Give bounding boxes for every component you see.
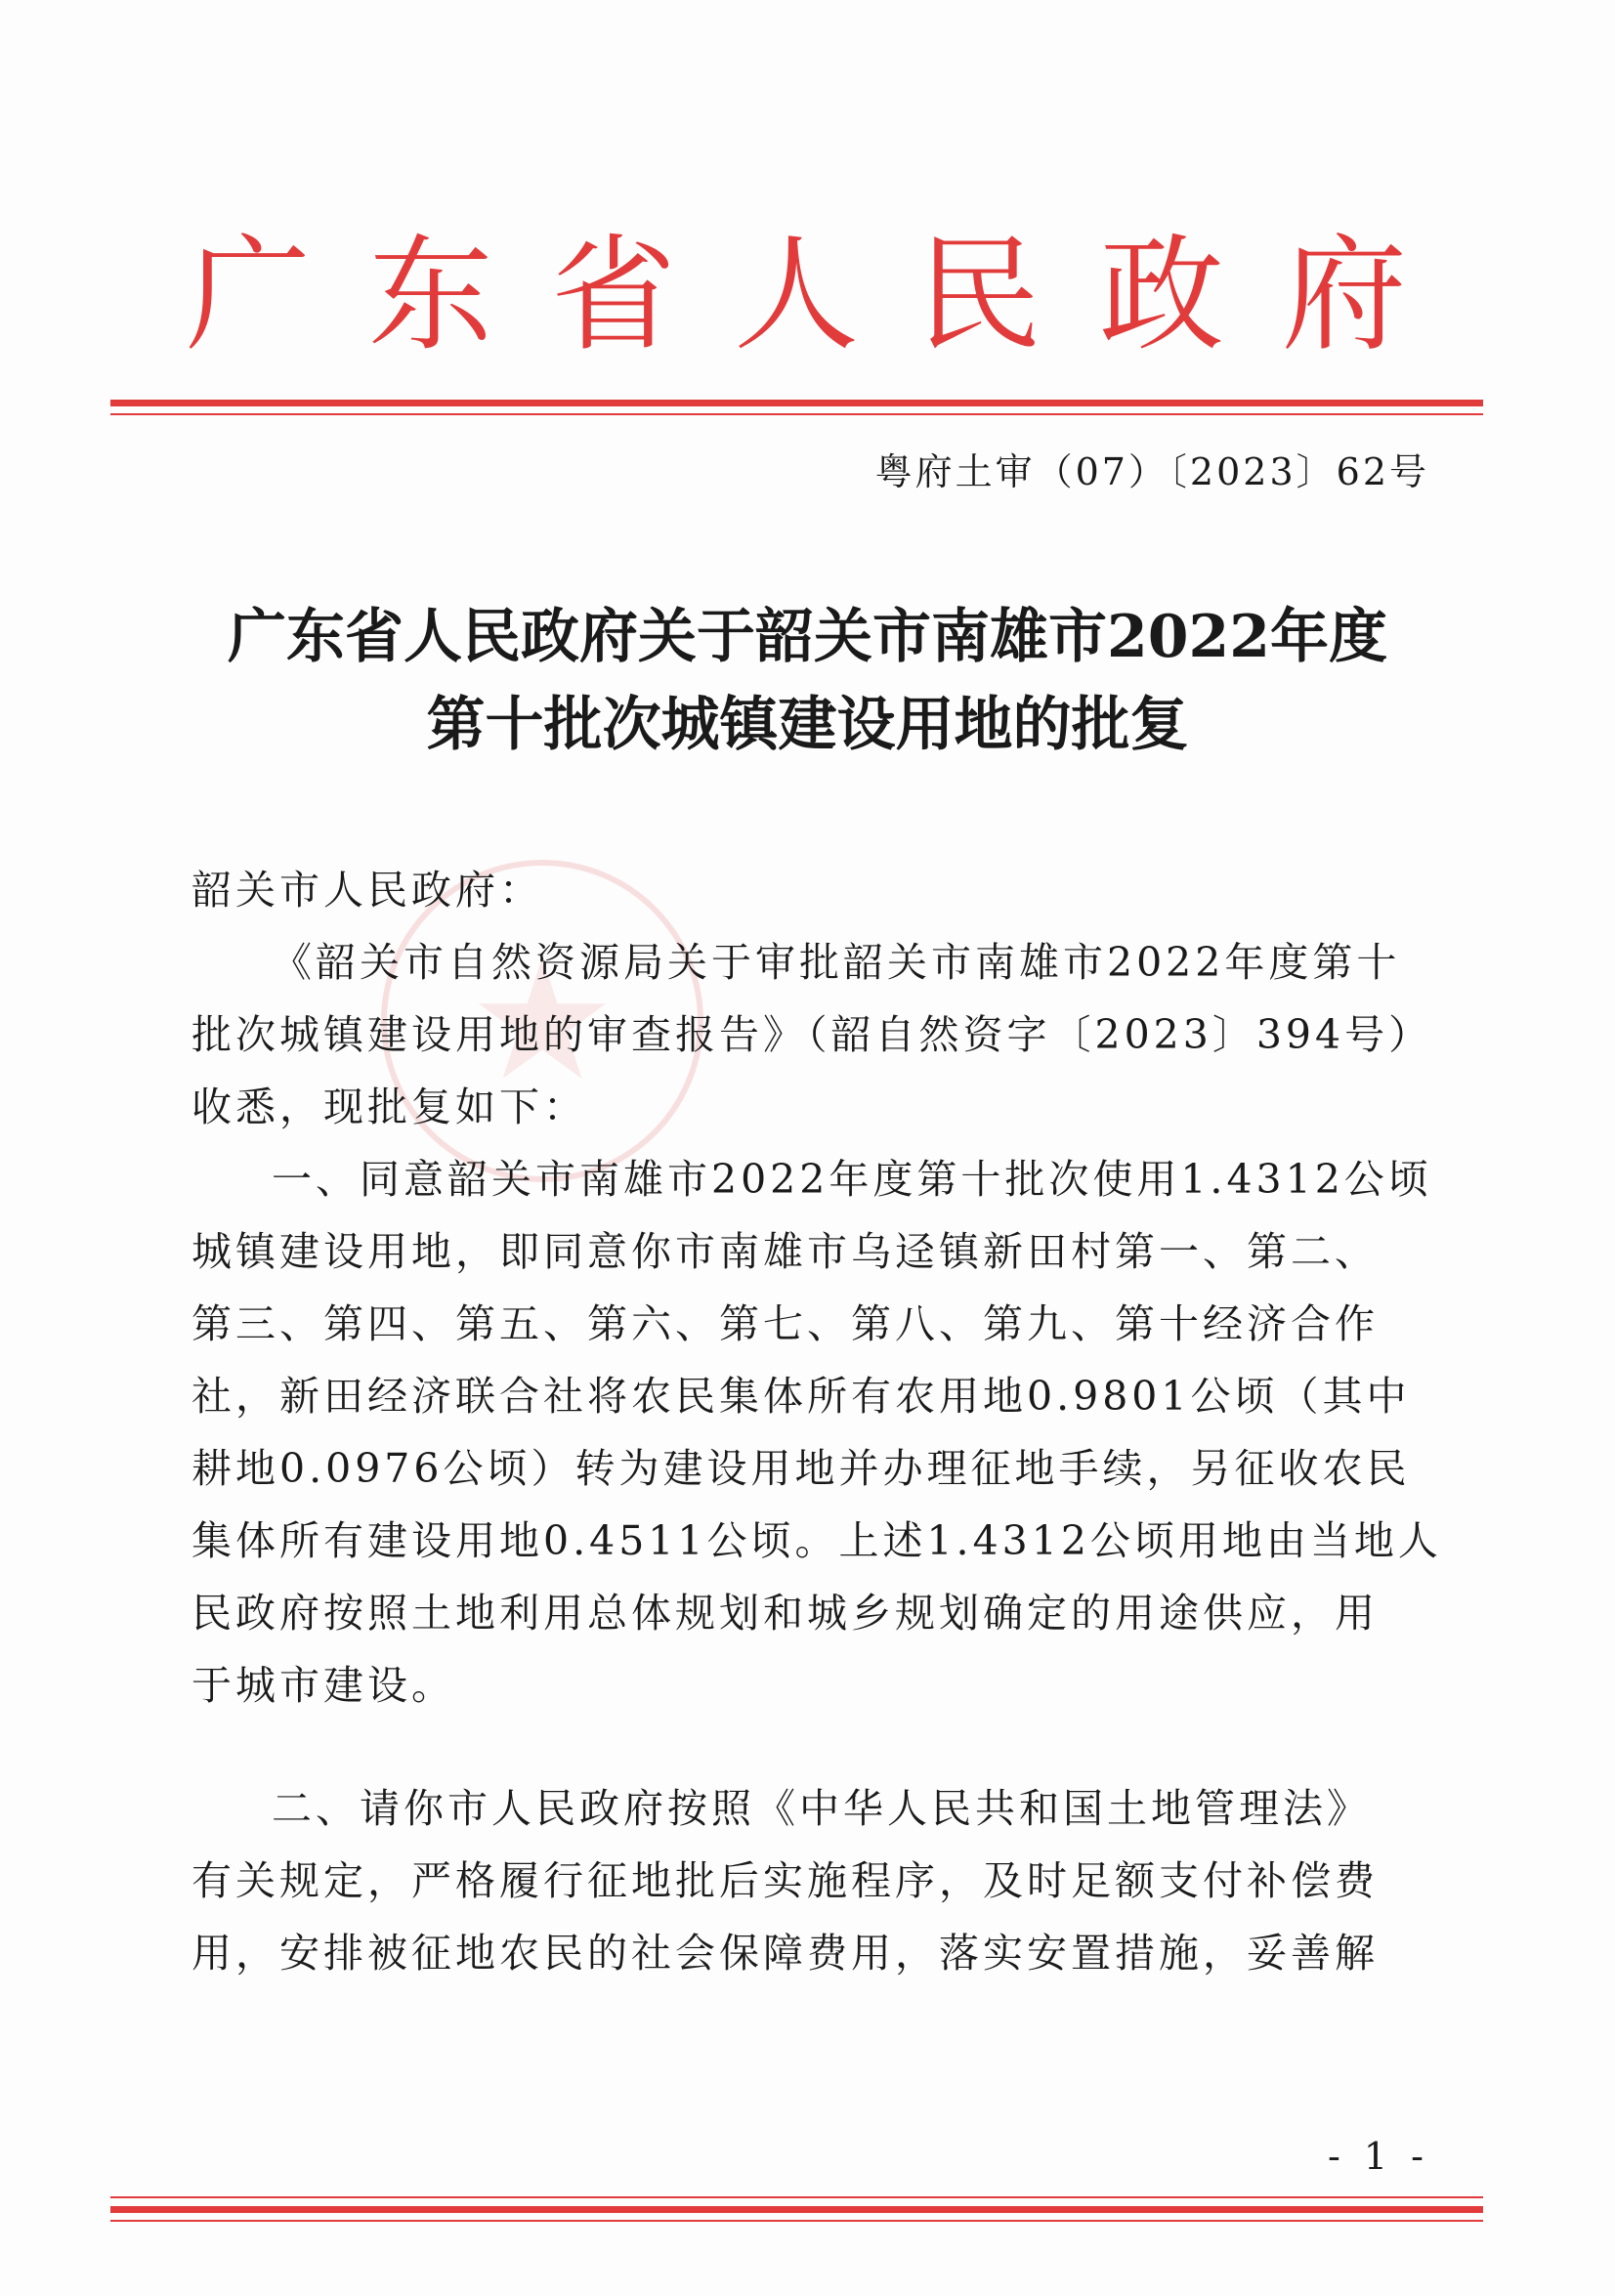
document-title-line-2: 第十批次城镇建设用地的批复: [426, 691, 1189, 759]
body-line: 有关规定，严格履行征地批后实施程序，及时足额支付补偿费: [191, 1857, 1379, 1904]
masthead-char: 东: [367, 223, 493, 368]
page-number: - 1 -: [1327, 2135, 1429, 2178]
body-line: 用，安排被征地农民的社会保障费用，落实安置措施，妥善解: [191, 1930, 1379, 1977]
body-line: 收悉，现批复如下：: [191, 1084, 587, 1130]
footer-divider-thick: [110, 2206, 1483, 2213]
masthead-char: 人: [733, 223, 859, 368]
document-title-line-1: 广东省人民政府关于韶关市南雄市2022年度: [228, 603, 1387, 671]
masthead-char: 民: [915, 223, 1041, 368]
masthead-char: 广: [186, 223, 312, 368]
body-line: 批次城镇建设用地的审查报告》（韶自然资字〔2023〕394号）: [191, 1011, 1433, 1058]
masthead-char: 府: [1281, 223, 1407, 368]
body-line: 民政府按照土地利用总体规划和城乡规划确定的用途供应，用: [191, 1590, 1379, 1637]
body-line: 耕地0.0976公顷）转为建设用地并办理征地手续，另征收农民: [191, 1445, 1411, 1492]
body-line: 二、请你市人民政府按照《中华人民共和国土地管理法》: [272, 1785, 1371, 1832]
footer-divider-thin: [110, 2220, 1483, 2222]
footer-divider-thin-top: [110, 2196, 1483, 2198]
body-line: 于城市建设。: [191, 1662, 455, 1709]
masthead-char: 政: [1098, 223, 1224, 368]
body-line: 一、同意韶关市南雄市2022年度第十批次使用1.4312公顷: [272, 1156, 1432, 1203]
body-line: 《韶关市自然资源局关于审批韶关市南雄市2022年度第十: [272, 939, 1401, 986]
document-number: 粤府土审（07）〔2023〕62号: [874, 450, 1429, 493]
masthead: [186, 223, 1407, 369]
salutation: 韶关市人民政府：: [191, 867, 543, 914]
masthead-char: 省: [550, 223, 676, 368]
body-line: 第三、第四、第五、第六、第七、第八、第九、第十经济合作: [191, 1300, 1379, 1347]
body-line: 集体所有建设用地0.4511公顷。上述1.4312公顷用地由当地人: [191, 1517, 1442, 1564]
header-divider-thin: [110, 413, 1483, 415]
header-divider-thick: [110, 400, 1483, 406]
body-line: 社，新田经济联合社将农民集体所有农用地0.9801公顷（其中: [191, 1373, 1411, 1420]
body-line: 城镇建设用地，即同意你市南雄市乌迳镇新田村第一、第二、: [191, 1228, 1379, 1275]
seal-star-icon: ★: [467, 924, 617, 1118]
